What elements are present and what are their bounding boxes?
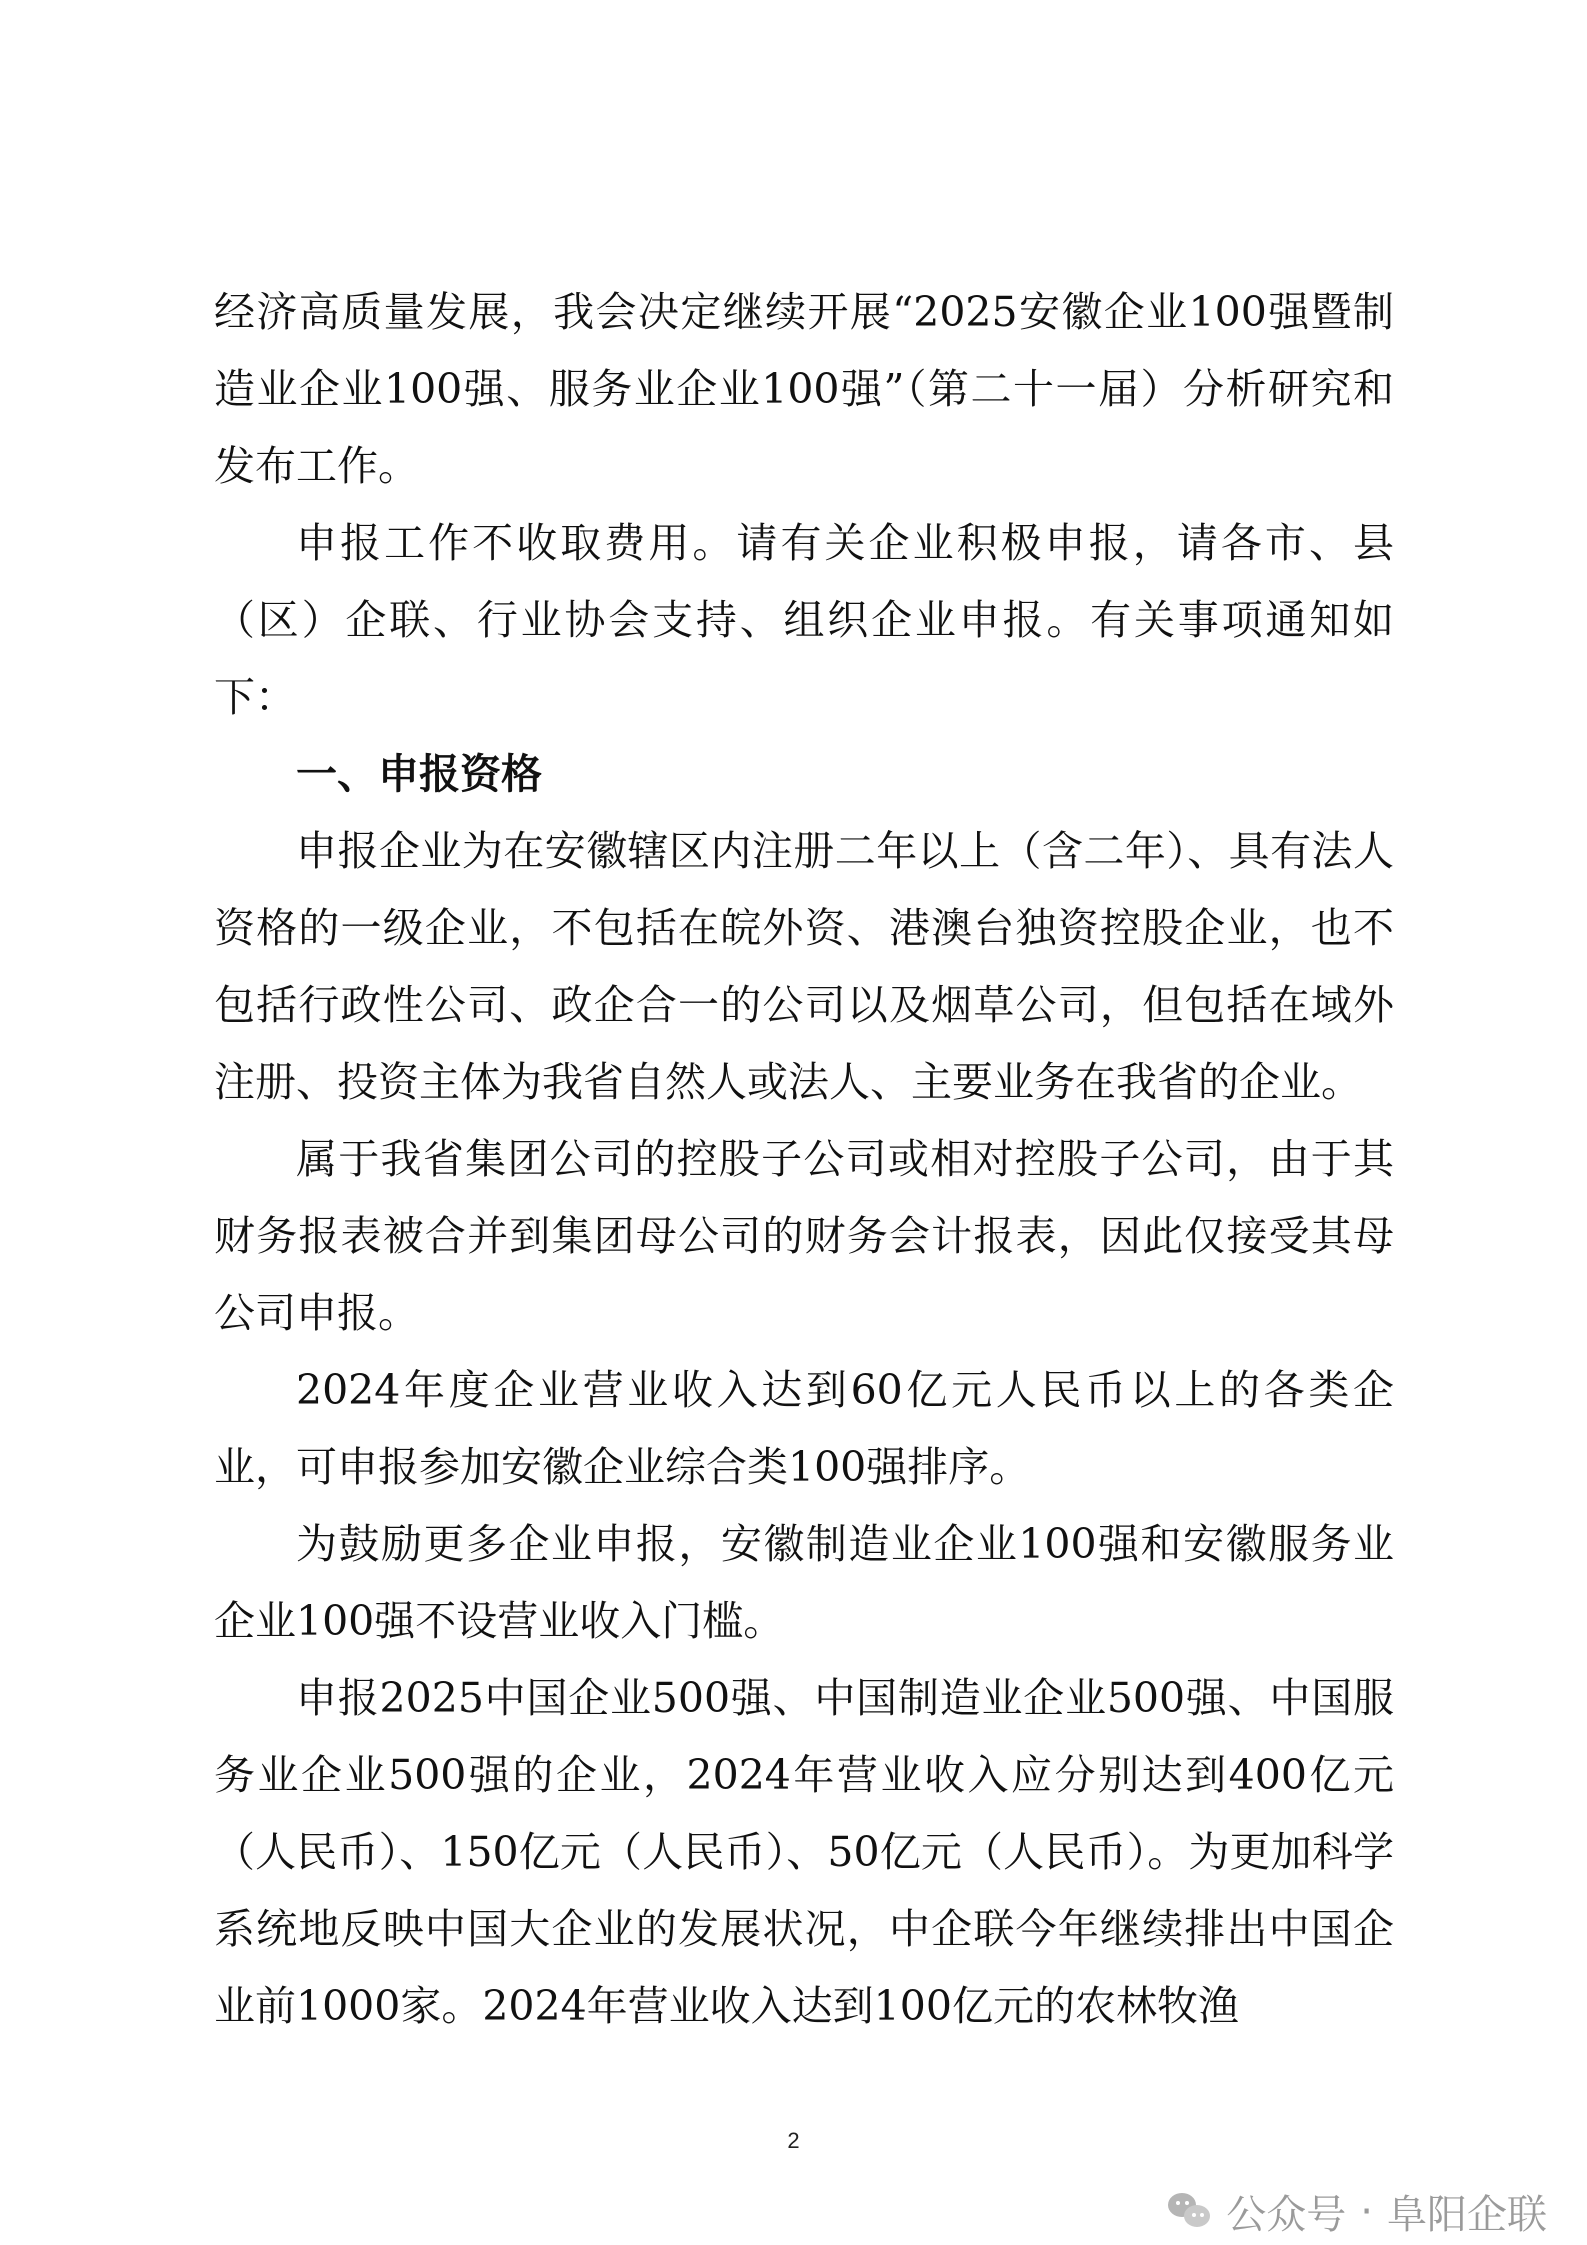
wechat-icon [1168,2193,1212,2231]
paragraph-continued: 经济高质量发展，我会决定继续开展“2025安徽企业100强暨制造业企业100强、服务业企业100强”（第二十一届）分析研究和发布工作。 [214,288,1394,490]
paragraph-no-threshold: 为鼓励更多企业申报，安徽制造业企业100强和安徽服务业企业100强不设营业收入门槛。 [214,1520,1394,1645]
watermark-separator: · [1360,2188,1373,2235]
paragraph-subsidiary-rule: 属于我省集团公司的控股子公司或相对控股子公司，由于其财务报表被合并到集团母公司的财务会计报表，因此仅接受其母公司申报。 [214,1135,1394,1337]
watermark-account: 阜阳企联 [1387,2192,1547,2238]
wechat-watermark [1168,2183,1547,2240]
section-heading-eligibility: 一、申报资格 [296,750,542,798]
paragraph-national-500: 申报2025中国企业500强、中国制造业企业500强、中国服务业企业500强的企业，2024年营业收入应分别达到400亿元（人民币）、150亿元（人民币）、50亿元（人民币）。为更加科学系统地反映中国大企业的发展状况，中企联今年继续排出中国企业前1000家。2024年营业收入达到100亿元的农林牧渔 [214,1674,1394,2030]
paragraph-revenue-threshold: 2024年度企业营业收入达到60亿元人民币以上的各类企业，可申报参加安徽企业综合类100强排序。 [214,1366,1394,1491]
document-body [214,274,1394,2045]
paragraph-fee-notice: 申报工作不收取费用。请有关企业积极申报，请各市、县（区）企联、行业协会支持、组织企业申报。有关事项通知如下： [214,519,1394,721]
page-number: 2 [787,2128,800,2153]
watermark-label: 公众号 [1226,2192,1347,2238]
paragraph-eligibility-scope: 申报企业为在安徽辖区内注册二年以上（含二年）、具有法人资格的一级企业，不包括在皖外资、港澳台独资控股企业，也不包括行政性公司、政企合一的公司以及烟草公司，但包括在域外注册、投资主体为我省自然人或法人、主要业务在我省的企业。 [214,827,1394,1106]
